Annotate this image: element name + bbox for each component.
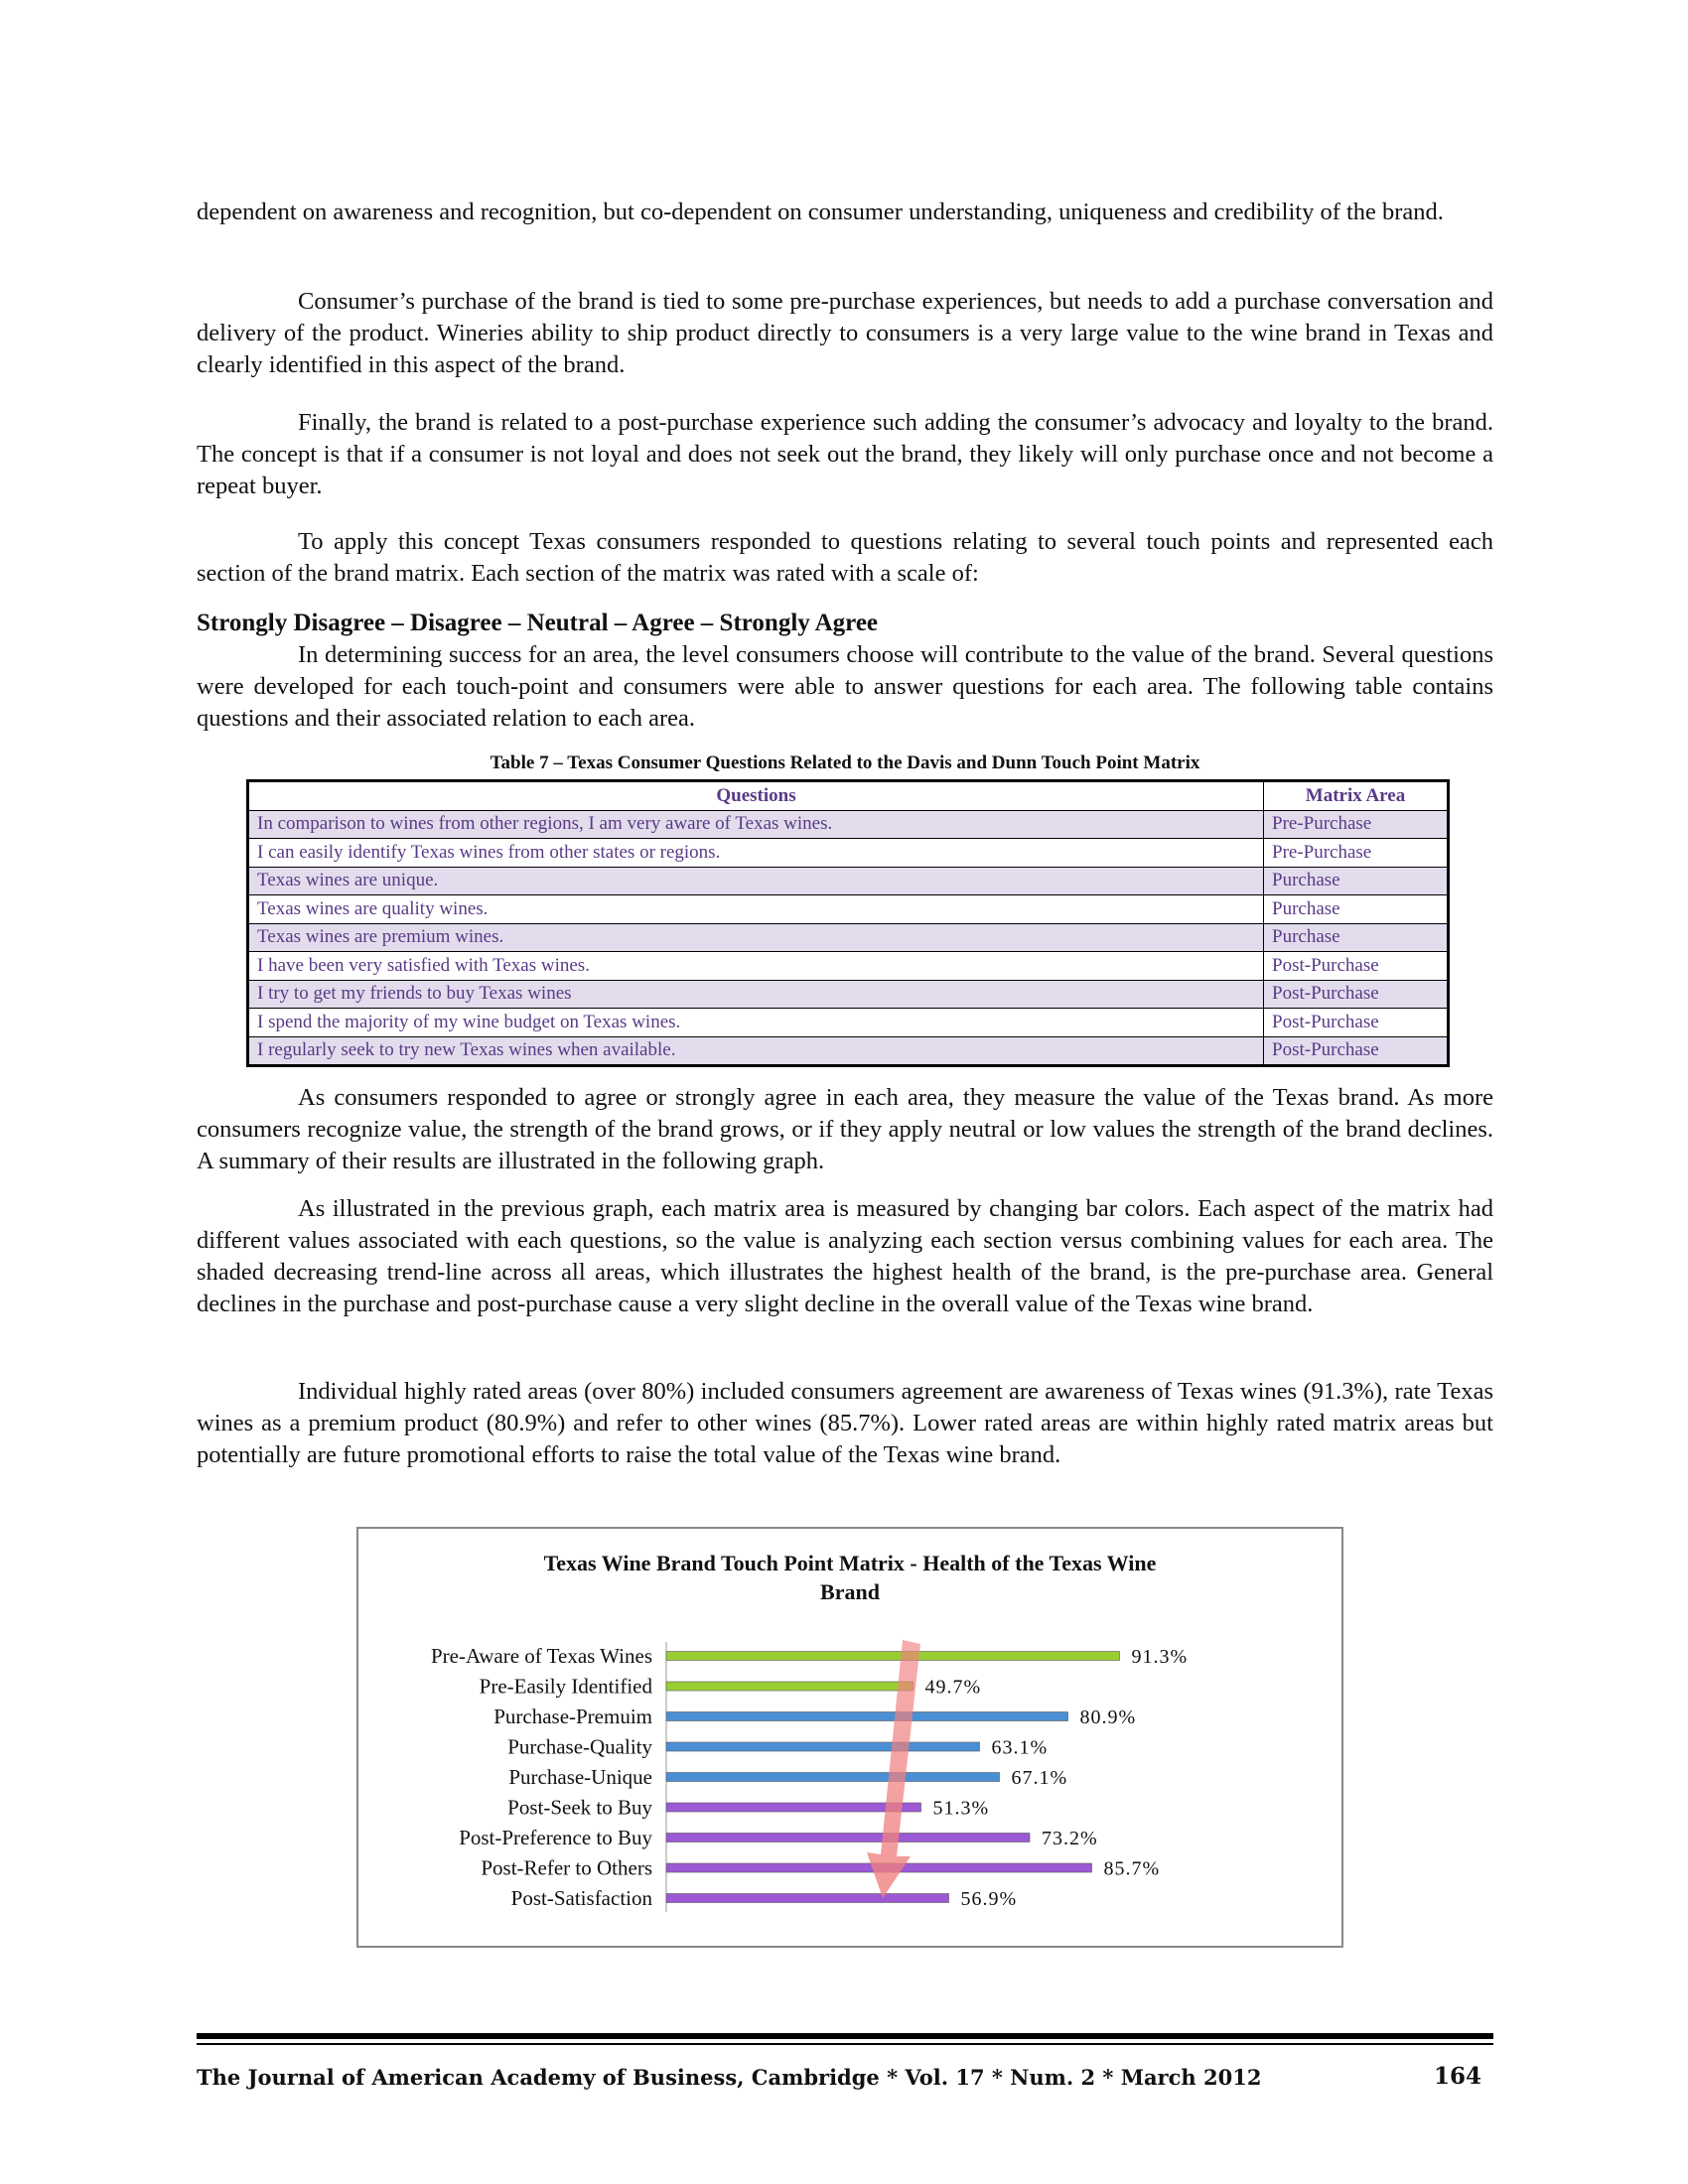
trend-arrow <box>867 1640 920 1898</box>
category-label: Purchase-Unique <box>508 1765 652 1789</box>
category-label: Purchase-Premuim <box>493 1705 652 1728</box>
table-cell-question: In comparison to wines from other regions, I am very aware of Texas wines. <box>248 810 1264 839</box>
category-label: Pre-Aware of Texas Wines <box>431 1644 652 1668</box>
category-label: Purchase-Quality <box>507 1734 652 1759</box>
value-label: 63.1% <box>991 1736 1049 1759</box>
value-label: 91.3% <box>1131 1646 1189 1668</box>
touch-point-table <box>246 779 1450 1067</box>
table-cell-question: Texas wines are quality wines. <box>248 895 1264 924</box>
chart-container <box>356 1527 1343 1948</box>
bar <box>666 1742 980 1751</box>
value-label: 85.7% <box>1103 1857 1161 1880</box>
table-cell-area: Post-Purchase <box>1264 980 1449 1009</box>
table-header-matrix-area: Matrix Area <box>1264 781 1449 811</box>
category-label: Post-Seek to Buy <box>507 1795 652 1820</box>
paragraph-8: Individual highly rated areas (over 80%) included consumers agreement are awareness of Texas wines (91.3%), rate Texas wines as a premium product (80.9%) and refer to other wines (85.7%). Lower rated areas are within highly rated matrix areas but potentially are future promotional efforts to raise the total value of the Texas wine brand. <box>197 1378 1493 1468</box>
table-cell-area: Purchase <box>1264 923 1449 952</box>
paragraph-6: As consumers responded to agree or strongly agree in each area, they measure the value of the Texas brand. As more consumers recognize value, the strength of the brand grows, or if they apply neutral or low values the strength of the brand declines. A summary of their results are illustrated in the following graph. <box>197 1084 1493 1174</box>
footer-rule-thick <box>197 2033 1493 2039</box>
table-row <box>248 1009 1449 1037</box>
bar <box>666 1652 1120 1661</box>
bar <box>666 1894 949 1903</box>
table-cell-area: Post-Purchase <box>1264 1009 1449 1037</box>
value-label: 73.2% <box>1042 1828 1098 1849</box>
table-cell-area: Pre-Purchase <box>1264 839 1449 868</box>
table-cell-question: I have been very satisfied with Texas wines. <box>248 952 1264 981</box>
chart-title-line-1: Texas Wine Brand Touch Point Matrix - Health of the Texas Wine <box>543 1551 1157 1575</box>
table-cell-question: Texas wines are unique. <box>248 867 1264 895</box>
table-row <box>248 839 1449 868</box>
paper-page <box>197 0 1493 2184</box>
bars-layer <box>431 1642 1188 1912</box>
bar <box>666 1834 1030 1843</box>
paragraph-7: As illustrated in the previous graph, each matrix area is measured by changing bar colors. Each aspect of the matrix had different values associated with each questions, so the value is analyzing each section versus combining values for each area. The shaded decreasing trend-line across all areas, which illustrates the highest health of the brand, is the pre-purchase area. General declines in the purchase and post-purchase cause a very slight decline in the overall value of the Texas wine brand. <box>197 1195 1493 1317</box>
table-row <box>248 895 1449 924</box>
paragraph-2: Consumer’s purchase of the brand is tied to some pre-purchase experiences, but needs to add a purchase conversation and delivery of the product. Wineries ability to ship product directly to consumers is a very large value to the wine brand in Texas and clearly identified in this aspect of the brand. <box>197 288 1493 378</box>
category-label: Post-Satisfaction <box>510 1886 652 1910</box>
table-cell-area: Pre-Purchase <box>1264 810 1449 839</box>
value-label: 49.7% <box>924 1676 982 1699</box>
table-cell-question: I spend the majority of my wine budget on Texas wines. <box>248 1009 1264 1037</box>
table-cell-area: Post-Purchase <box>1264 952 1449 981</box>
value-label: 51.3% <box>932 1797 990 1820</box>
table-row <box>248 952 1449 981</box>
category-label: Pre-Easily Identified <box>479 1674 652 1699</box>
table-row <box>248 867 1449 895</box>
table-row <box>248 980 1449 1009</box>
table-cell-question: I regularly seek to try new Texas wines when available. <box>248 1036 1264 1066</box>
bar <box>666 1682 914 1691</box>
bar-chart <box>358 1529 1341 1946</box>
table-row <box>248 923 1449 952</box>
table-cell-question: I try to get my friends to buy Texas wines <box>248 980 1264 1009</box>
table-header-questions: Questions <box>248 781 1264 811</box>
paragraph-4: To apply this concept Texas consumers responded to questions relating to several touch points and represented each section of the brand matrix. Each section of the matrix was rated with a scale of: <box>197 528 1493 587</box>
trend-arrow-shape <box>867 1640 920 1898</box>
paragraph-5: In determining success for an area, the level consumers choose will contribute to the value of the brand. Several questions were developed for each touch-point and consumers were able to answer questions for each area. The following table contains questions and their associated relation to each area. <box>197 641 1493 732</box>
bar <box>666 1773 1000 1782</box>
table-header-row <box>248 781 1449 811</box>
footer-journal: The Journal of American Academy of Business, Cambridge * Vol. 17 * Num. 2 * March 2012 <box>197 2065 1262 2090</box>
bar <box>666 1803 921 1812</box>
paragraph-1: dependent on awareness and recognition, but co-dependent on consumer understanding, uniqueness and credibility of the brand. <box>197 199 1444 225</box>
table-row <box>248 810 1449 839</box>
category-label: Post-Refer to Others <box>481 1855 652 1880</box>
table-cell-question: I can easily identify Texas wines from other states or regions. <box>248 839 1264 868</box>
table-caption: Table 7 – Texas Consumer Questions Related to the Davis and Dunn Touch Point Matrix <box>490 752 1200 773</box>
paragraph-3: Finally, the brand is related to a post-purchase experience such adding the consumer’s advocacy and loyalty to the brand. The concept is that if a consumer is not loyal and does not seek out the brand, they likely will only purchase once and not become a repeat buyer. <box>197 409 1493 499</box>
chart-title-line-2: Brand <box>820 1579 880 1604</box>
category-label: Post-Preference to Buy <box>459 1826 652 1849</box>
value-label: 56.9% <box>960 1888 1018 1910</box>
table-row <box>248 1036 1449 1066</box>
rating-scale-line: Strongly Disagree – Disagree – Neutral – Agree – Strongly Agree <box>197 610 879 636</box>
value-label: 67.1% <box>1011 1767 1068 1789</box>
table-cell-area: Purchase <box>1264 867 1449 895</box>
table-cell-question: Texas wines are premium wines. <box>248 923 1264 952</box>
table-cell-area: Post-Purchase <box>1264 1036 1449 1066</box>
page-number: 164 <box>1434 2063 1482 2090</box>
footer-rule-thin <box>197 2043 1493 2045</box>
bar <box>666 1712 1068 1721</box>
table-cell-area: Purchase <box>1264 895 1449 924</box>
value-label: 80.9% <box>1079 1706 1137 1728</box>
